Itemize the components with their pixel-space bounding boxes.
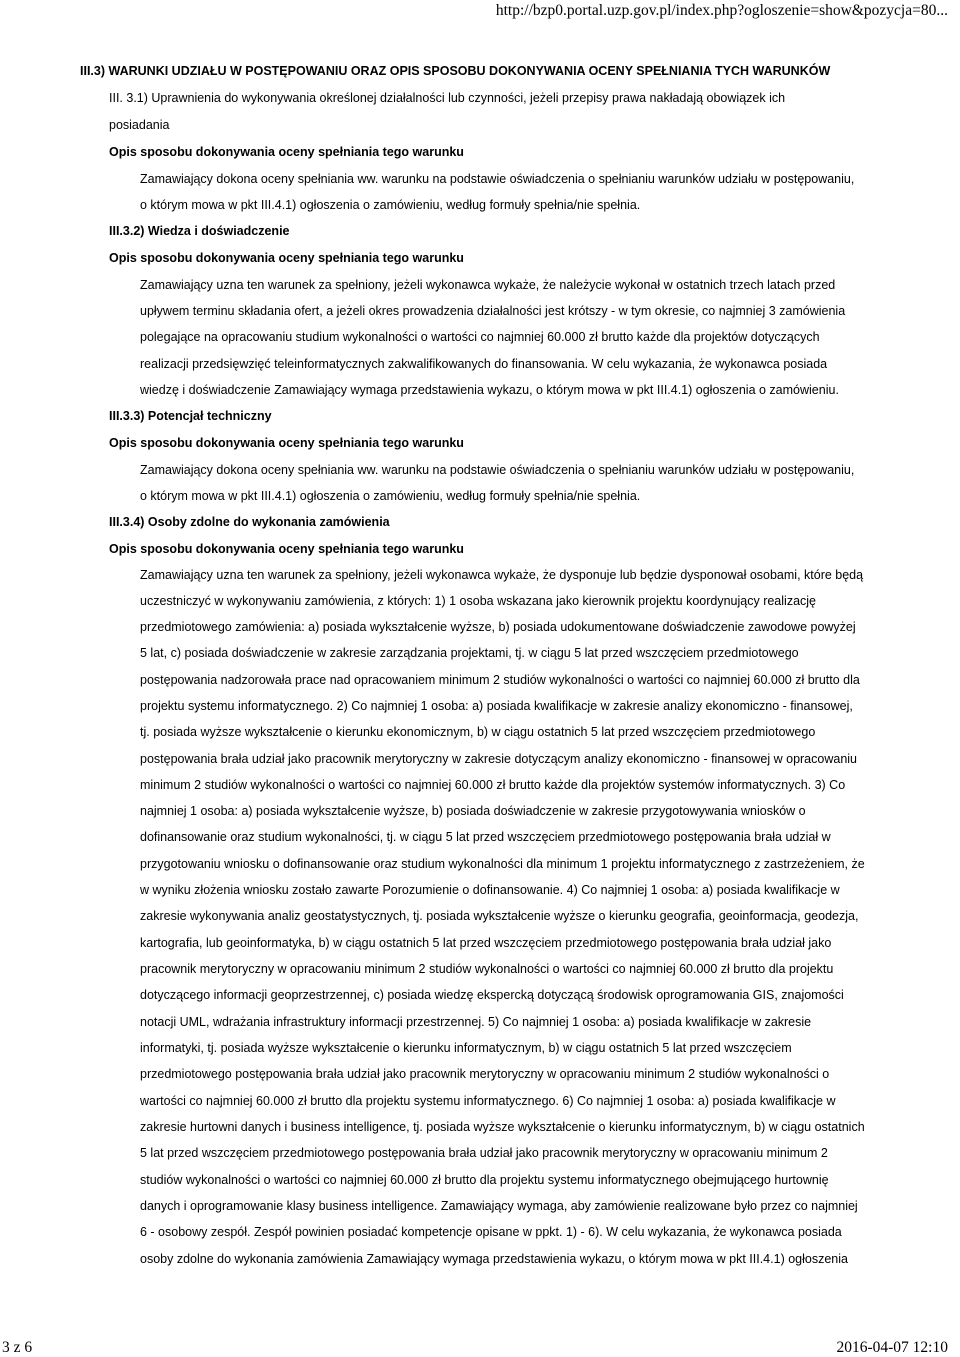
text-line: postępowania brała udział jako pracownik merytoryczny w zakresie dotyczącym analizy ekonomiczno - finansowej w opracowaniu: [140, 752, 857, 766]
osoby-heading: III.3.4) Osoby zdolne do wykonania zamówienia: [109, 515, 390, 529]
print-timestamp: 2016-04-07 12:10: [836, 1339, 948, 1356]
text-line: 5 lat, c) posiada doświadczenie w zakresie zarządzania projektami, tj. w ciągu 5 lat przed wszczęciem przedmiotowego: [140, 646, 799, 660]
potencjal-heading: III.3.3) Potencjał techniczny: [109, 409, 272, 423]
text-line: pracownik merytoryczny w opracowaniu minimum 2 studiów wykonalności o wartości co najmniej 60.000 zł brutto dla projektu: [140, 962, 834, 976]
text-line: zakresie hurtowni danych i business intelligence, tj. posiada wyższe wykształcenie o kierunku informatycznym, b) w ciągu ostatnich: [140, 1120, 865, 1134]
uprawnienia-opis-label: Opis sposobu dokonywania oceny spełniania tego warunku: [109, 145, 464, 159]
text-line: Zamawiający uzna ten warunek za spełniony, jeżeli wykonawca wykaże, że dysponuje lub będzie dysponował osobami, które będą: [140, 568, 864, 582]
wiedza-opis-label: Opis sposobu dokonywania oceny spełniania tego warunku: [109, 251, 464, 265]
text-line: zakresie wykonywania analiz geostatystycznych, tj. posiada wykształcenie wyższe o kierunku geografia, geoinformacja, geodezja,: [140, 909, 859, 923]
text-line: upływem terminu składania ofert, a jeżeli okres prowadzenia działalności jest krótszy - w tym okresie, co najmniej 3 zamówienia: [140, 304, 846, 318]
text-line: projektu systemu informatycznego. 2) Co najmniej 1 osoba: a) posiada kwalifikacje w zakresie analizy ekonomiczno - finansowej,: [140, 699, 853, 713]
text-line: 6 - osobowy zespół. Zespół powinien posiadać kompetencje opisane w ppkt. 1) - 6). W celu wykazania, że wykonawca posiada: [140, 1225, 842, 1239]
text-line: studiów wykonalności o wartości co najmniej 60.000 zł brutto dla projektu systemu informatycznego obejmującego hurtownię: [140, 1173, 829, 1187]
text-line: osoby zdolne do wykonania zamówienia Zamawiający wymaga przedstawienia wykazu, o którym mowa w pkt III.4.1) ogłoszenia: [140, 1252, 848, 1266]
uprawnienia-heading-line1: III. 3.1) Uprawnienia do wykonywania określonej działalności lub czynności, jeżeli przepisy prawa nakładają obowiązek ich: [109, 91, 786, 105]
text-line: przygotowaniu wniosku o dofinansowanie oraz studium wykonalności dla minimum 1 projektu informatycznego z zastrzeżeniem, że: [140, 857, 865, 871]
text-line: Zamawiający uzna ten warunek za spełniony, jeżeli wykonawca wykaże, że należycie wykonał w ostatnich trzech latach przed: [140, 278, 836, 292]
potencjal-opis-label: Opis sposobu dokonywania oceny spełniania tego warunku: [109, 436, 464, 450]
text-line: polegające na opracowaniu studium wykonalności o wartości co najmniej 60.000 zł brutto każde dla projektów dotyczących: [140, 330, 820, 344]
text-line: danych i oprogramowanie klasy business intelligence. Zamawiający wymaga, aby zamówienie realizowane było przez co najmniej: [140, 1199, 858, 1213]
text-line: informatyki, tj. posiada wyższe wykształcenie o kierunku informatycznym, b) w ciągu ostatnich 5 lat przed wszczęciem: [140, 1041, 792, 1055]
section-title: III.3) WARUNKI UDZIAŁU W POSTĘPOWANIU ORAZ OPIS SPOSOBU DOKONYWANIA OCENY SPEŁNIANIA TYCH WARUNKÓW: [80, 64, 831, 78]
text-line: tj. posiada wyższe wykształcenie o kierunku ekonomicznym, b) w ciągu ostatnich 5 lat przed wszczęciem przedmiotowego: [140, 725, 816, 739]
uprawnienia-heading-line2: posiadania: [109, 118, 170, 132]
text-line: o którym mowa w pkt III.4.1) ogłoszenia o zamówieniu, według formuły spełnia/nie spełnia.: [140, 489, 641, 503]
osoby-opis-label: Opis sposobu dokonywania oceny spełniania tego warunku: [109, 542, 464, 556]
wiedza-heading: III.3.2) Wiedza i doświadczenie: [109, 224, 290, 238]
text-line: minimum 2 studiów wykonalności o wartości co najmniej 60.000 zł brutto każde dla projektów systemów informatycznych. 3) Co: [140, 778, 846, 792]
text-line: przedmiotowego zamówienia: a) posiada wykształcenie wyższe, b) posiada udokumentowane doświadczenie zawodowe powyżej: [140, 620, 856, 634]
text-line: 5 lat przed wszczęciem przedmiotowego postępowania brała udział jako pracownik merytoryczny w opracowaniu minimum 2: [140, 1146, 828, 1160]
text-line: Zamawiający dokona oceny spełniania ww. warunku na podstawie oświadczenia o spełnianiu warunków udziału w postępowaniu,: [140, 172, 855, 186]
text-line: dofinansowanie oraz studium wykonalności, tj. w ciągu 5 lat przed wszczęciem przedmiotowego postępowania brała udział w: [140, 830, 831, 844]
text-line: wiedzę i doświadczenie Zamawiający wymaga przedstawienia wykazu, o którym mowa w pkt III.4.1) ogłoszenia o zamówieniu.: [140, 383, 839, 397]
text-line: notacji UML, wdrażania infrastruktury informacji przestrzennej. 5) Co najmniej 1 osoba: a) posiada kwalifikacje w zakresie: [140, 1015, 812, 1029]
text-line: w wyniku złożenia wniosku zostało zawarte Porozumienie o dofinansowanie. 4) Co najmniej 1 osoba: a) posiada kwalifikacje w: [140, 883, 840, 897]
text-line: kartografia, lub geoinformatyka, b) w ciągu ostatnich 5 lat przed wszczęciem przedmiotowego postępowania brała udział jako: [140, 936, 832, 950]
text-line: przedmiotowego postępowania brała udział jako pracownik merytoryczny w opracowaniu minimum 2 studiów wykonalności o: [140, 1067, 830, 1081]
text-line: o którym mowa w pkt III.4.1) ogłoszenia o zamówieniu, według formuły spełnia/nie spełnia.: [140, 198, 641, 212]
text-line: uczestniczyć w wykonywaniu zamówienia, z których: 1) 1 osoba wskazana jako kierownik projektu koordynujący realizację: [140, 594, 816, 608]
text-line: dotyczącego informacji geoprzestrzennej, c) posiada wiedzę ekspercką dotyczącą środowisk oprogramowania GIS, znajomości: [140, 988, 844, 1002]
text-line: wartości co najmniej 60.000 zł brutto dla projektu systemu informatycznego. 6) Co najmniej 1 osoba: a) posiada kwalifikacje w: [140, 1094, 836, 1108]
page-number: 3 z 6: [2, 1339, 33, 1356]
text-line: postępowania nadzorowała prace nad opracowaniem minimum 2 studiów wykonalności o wartości co najmniej 60.000 zł brutto dla: [140, 673, 860, 687]
text-line: Zamawiający dokona oceny spełniania ww. warunku na podstawie oświadczenia o spełnianiu warunków udziału w postępowaniu,: [140, 463, 855, 477]
url-header: http://bzp0.portal.uzp.gov.pl/index.php?ogloszenie=show&pozycja=80...: [495, 2, 948, 19]
text-line: realizacji przedsięwzięć teleinformatycznych zakwalifikowanych do finansowania. W celu wykazania, że wykonawca posiada: [140, 357, 828, 371]
text-line: najmniej 1 osoba: a) posiada wykształcenie wyższe, b) posiada doświadczenie w zakresie przygotowywania wniosków o: [140, 804, 806, 818]
